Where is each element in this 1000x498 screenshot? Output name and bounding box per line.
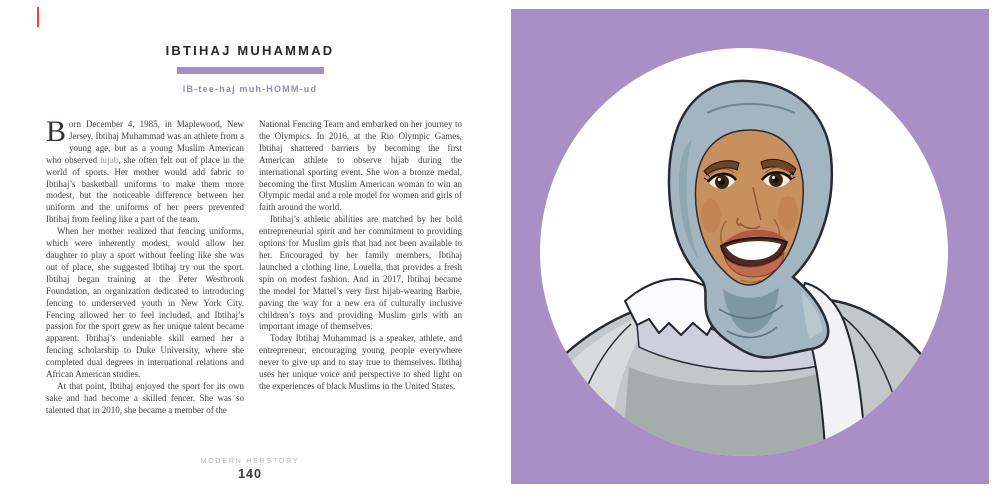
- footer-page-number: 140: [238, 467, 262, 481]
- paragraph-1: [46, 115, 244, 226]
- paragraph-6: Today Ibtihaj Muhammad is a speaker, athlete, and entrepreneur, encouraging young people everywhere never to give up and to stay true to themselves. Ibtihaj uses her unique voice and perspective to shed light on the experiences of black Muslims in the United States.: [259, 333, 462, 391]
- right-page-panel: [511, 9, 989, 484]
- glossary-term-hijab: hijab: [100, 154, 119, 165]
- paragraph-1-text: orn December 4, 1985, in Maplewood, New Jersey, Ibtihaj Muhammad was an athlete from a young age, but as a young Muslim American who observed: [46, 119, 244, 165]
- ibtihaj-portrait-illustration: [511, 9, 989, 484]
- body-column-right: [259, 119, 462, 393]
- title-underline-bar: [177, 67, 324, 74]
- paragraph-2: When her mother realized that fencing uniforms, which were inherently modest, would allow her daughter to play a sport without feeling like she was out of place, she suggested Ibtihaj try out the sport. Ibtihaj began training at the Peter Westbrook Foundation, an organization dedicated to introducing fencing to underserved youth in New York City. Fencing allowed her to feel included, and Ibtihaj’s passion for the sport grew as her unique talent became apparent. Ibtihaj’s undeniable skill earned her a fencing scholarship to Duke University, where she completed dual degrees in international relations and African American studies.: [46, 226, 244, 380]
- paragraph-3: At that point, Ibtihaj enjoyed the sport for its own sake and had become a skilled fencer. She was so talented that in 2010, she became a member of the: [46, 380, 244, 415]
- page-edge-red-mark: [37, 7, 39, 27]
- page-title: IBTIHAJ MUHAMMAD: [165, 43, 335, 58]
- dropcap-letter: B: [46, 115, 67, 148]
- blush-right: [778, 196, 798, 230]
- paragraph-1-text-after: , she often felt out of place in the world of sports. Her mother would add fabric to Ibtihaj’s basketball uniforms to make them more modest, but the noticeable difference between her uniform and the uniforms of her peers prevented Ibtihaj from feeling like a part of the team.: [46, 154, 244, 225]
- pronunciation-text: IB-tee-haj muh-HOMM-ud: [182, 84, 318, 94]
- paragraph-4: National Fencing Team and embarked on her journey to the Olympics. In 2016, at the Rio Olympic Games, Ibtihaj shattered barriers by becoming the first American athlete to observe hijab during the international sporting event. She won a bronze medal, becoming the first Muslim American woman to win an Olympic medal and a role model for women and girls of faith around the world.: [259, 119, 462, 213]
- blush-left: [701, 199, 721, 233]
- paragraph-5: Ibtihaj’s athletic abilities are matched by her bold entrepreneurial spirit and her commitment to providing options for Muslim girls that had not been available to her. Encouraged by her family members, Ibtihaj launched a clothing line, Louella, that provides a fresh spin on modest fashion. And in 2017, Ibtihaj became the model for Mattel’s very first hijab-wearing Barbie, paving the way for a new era of culturally inclusive children’s toys and providing Muslim girls with an important image of themselves.: [259, 214, 462, 332]
- footer-book-title: MODERN HERSTORY: [200, 458, 300, 465]
- body-column-left: [46, 115, 244, 417]
